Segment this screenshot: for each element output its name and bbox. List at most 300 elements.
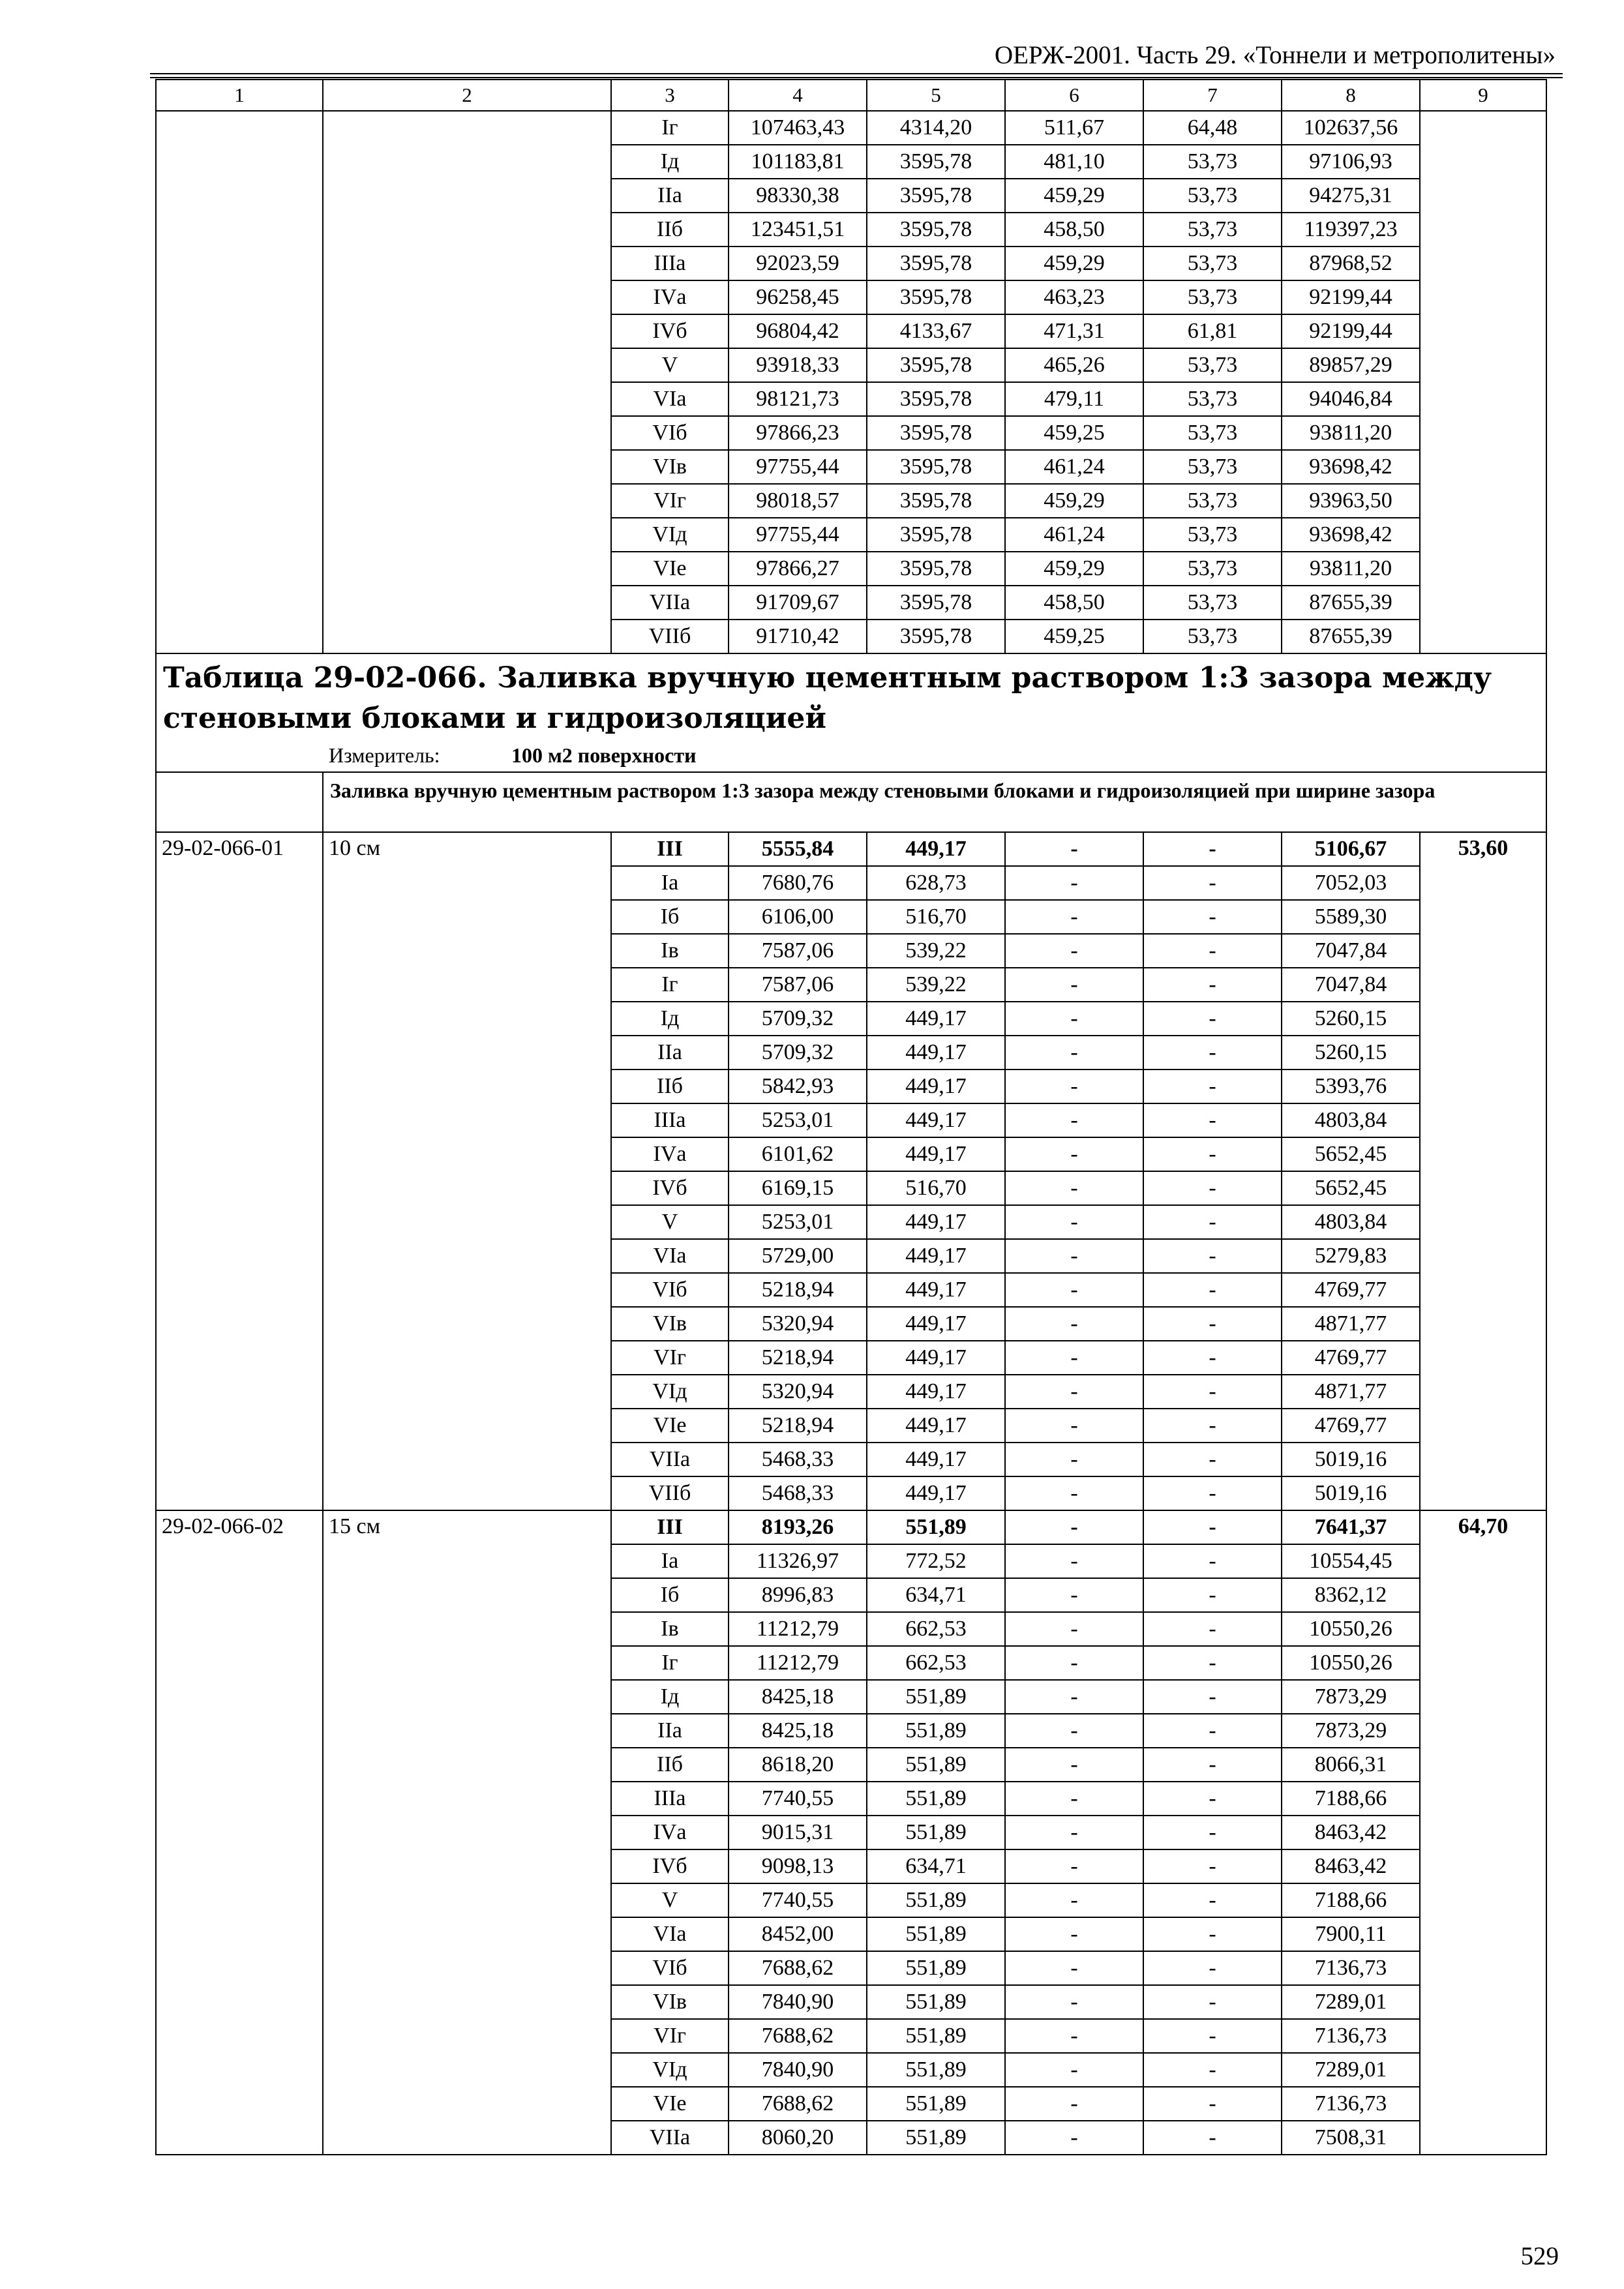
materials-cost-cell: 92199,44	[1282, 314, 1420, 348]
machinery-cost-cell: 459,29	[1005, 484, 1143, 518]
machinery-cost-cell: 458,50	[1005, 213, 1143, 247]
machinery-cost-cell: -	[1005, 1510, 1143, 1544]
wages-cell: 516,70	[867, 1171, 1005, 1205]
wages-cell: 634,71	[867, 1849, 1005, 1883]
zone-cell: IIа	[611, 1036, 729, 1070]
machinery-cost-cell: -	[1005, 934, 1143, 968]
materials-cost-cell: 97106,93	[1282, 145, 1420, 179]
total-cost-cell: 7688,62	[729, 2019, 867, 2053]
machinist-wages-cell: -	[1143, 1748, 1282, 1782]
total-cost-cell: 107463,43	[729, 111, 867, 145]
total-cost-cell: 7688,62	[729, 1951, 867, 1985]
zone-cell: VIIа	[611, 1443, 729, 1476]
machinist-wages-cell: -	[1143, 934, 1282, 968]
machinist-wages-cell: -	[1143, 1646, 1282, 1680]
table-title-block	[156, 653, 1546, 772]
machinery-cost-cell: -	[1005, 1714, 1143, 1748]
code-cell	[156, 111, 323, 653]
machinist-wages-cell: -	[1143, 1782, 1282, 1816]
machinist-wages-cell: -	[1143, 1544, 1282, 1578]
machinery-cost-cell: 465,26	[1005, 348, 1143, 382]
zone-cell: VIд	[611, 2053, 729, 2087]
total-cost-cell: 5218,94	[729, 1341, 867, 1375]
base-price-row	[156, 1510, 1546, 1544]
materials-cost-cell: 87655,39	[1282, 586, 1420, 620]
zone-cell: VIа	[611, 1239, 729, 1273]
column-number: 5	[867, 80, 1005, 111]
materials-cost-cell: 5652,45	[1282, 1171, 1420, 1205]
measure-line	[163, 741, 1539, 769]
machinist-wages-cell: -	[1143, 1273, 1282, 1307]
column-number: 8	[1282, 80, 1420, 111]
zone-cell: Iб	[611, 1578, 729, 1612]
wages-cell: 551,89	[867, 2087, 1005, 2121]
total-cost-cell: 96258,45	[729, 280, 867, 314]
description-cell: 15 см	[323, 1510, 611, 2155]
zone-cell: Iг	[611, 1646, 729, 1680]
wages-cell: 449,17	[867, 1443, 1005, 1476]
machinery-cost-cell: 459,25	[1005, 416, 1143, 450]
zone-cell: VIе	[611, 552, 729, 586]
total-cost-cell: 91709,67	[729, 586, 867, 620]
machinist-wages-cell: -	[1143, 900, 1282, 934]
materials-cost-cell: 7873,29	[1282, 1714, 1420, 1748]
wages-cell: 662,53	[867, 1612, 1005, 1646]
total-cost-cell: 7840,90	[729, 2053, 867, 2087]
machinery-cost-cell: -	[1005, 2121, 1143, 2155]
machinery-cost-cell: -	[1005, 1070, 1143, 1103]
wages-cell: 551,89	[867, 1816, 1005, 1849]
wages-cell: 449,17	[867, 1036, 1005, 1070]
zone-cell: VIе	[611, 2087, 729, 2121]
zone-cell: IVб	[611, 1849, 729, 1883]
zone-cell: IIIа	[611, 247, 729, 280]
machinist-wages-cell: -	[1143, 1816, 1282, 1849]
materials-cost-cell: 7052,03	[1282, 866, 1420, 900]
materials-cost-cell: 93811,20	[1282, 416, 1420, 450]
materials-cost-cell: 89857,29	[1282, 348, 1420, 382]
machinery-cost-cell: -	[1005, 1782, 1143, 1816]
machinist-wages-cell: -	[1143, 2121, 1282, 2155]
machinery-cost-cell: -	[1005, 1375, 1143, 1409]
zone-cell: IVа	[611, 1816, 729, 1849]
zone-cell: III	[611, 1510, 729, 1544]
wages-cell: 3595,78	[867, 213, 1005, 247]
wages-cell: 3595,78	[867, 620, 1005, 653]
machinist-wages-cell: -	[1143, 1002, 1282, 1036]
code-cell: 29-02-066-01	[156, 832, 323, 1510]
machinist-wages-cell: -	[1143, 1849, 1282, 1883]
materials-cost-cell: 10550,26	[1282, 1612, 1420, 1646]
machinist-wages-cell: -	[1143, 1341, 1282, 1375]
materials-cost-cell: 119397,23	[1282, 213, 1420, 247]
machinery-cost-cell: -	[1005, 1883, 1143, 1917]
wages-cell: 449,17	[867, 1476, 1005, 1510]
wages-cell: 3595,78	[867, 145, 1005, 179]
materials-cost-cell: 94275,31	[1282, 179, 1420, 213]
machinery-cost-cell: 471,31	[1005, 314, 1143, 348]
machinery-cost-cell: 459,29	[1005, 552, 1143, 586]
materials-cost-cell: 4769,77	[1282, 1341, 1420, 1375]
materials-cost-cell: 8066,31	[1282, 1748, 1420, 1782]
wages-cell: 3595,78	[867, 552, 1005, 586]
machinery-cost-cell: -	[1005, 1748, 1143, 1782]
machinist-wages-cell: 53,73	[1143, 416, 1282, 450]
machinery-cost-cell: -	[1005, 2087, 1143, 2121]
machinery-cost-cell: -	[1005, 1239, 1143, 1273]
materials-cost-cell: 4871,77	[1282, 1307, 1420, 1341]
zone-cell: VIе	[611, 1409, 729, 1443]
total-cost-cell: 5218,94	[729, 1409, 867, 1443]
zone-cell: VIIа	[611, 2121, 729, 2155]
materials-cost-cell: 87655,39	[1282, 620, 1420, 653]
zone-cell: VIIб	[611, 620, 729, 653]
materials-cost-cell: 93963,50	[1282, 484, 1420, 518]
machinist-wages-cell: -	[1143, 1510, 1282, 1544]
machinist-wages-cell: 53,73	[1143, 552, 1282, 586]
wages-cell: 449,17	[867, 1103, 1005, 1137]
wages-cell: 3595,78	[867, 382, 1005, 416]
machinist-wages-cell: 53,73	[1143, 382, 1282, 416]
materials-cost-cell: 7188,66	[1282, 1883, 1420, 1917]
machinery-cost-cell: 459,29	[1005, 179, 1143, 213]
materials-cost-cell: 93698,42	[1282, 518, 1420, 552]
wages-cell: 551,89	[867, 1883, 1005, 1917]
machinery-cost-cell: -	[1005, 1646, 1143, 1680]
wages-cell: 628,73	[867, 866, 1005, 900]
materials-cost-cell: 4769,77	[1282, 1273, 1420, 1307]
wages-cell: 449,17	[867, 1002, 1005, 1036]
machinist-wages-cell: 53,73	[1143, 484, 1282, 518]
total-cost-cell: 6169,15	[729, 1171, 867, 1205]
machinist-wages-cell: 53,73	[1143, 280, 1282, 314]
machinist-wages-cell: -	[1143, 1103, 1282, 1137]
zone-cell: VIд	[611, 1375, 729, 1409]
machinist-wages-cell: -	[1143, 2053, 1282, 2087]
total-cost-cell: 11326,97	[729, 1544, 867, 1578]
machinery-cost-cell: -	[1005, 1816, 1143, 1849]
total-cost-cell: 97866,23	[729, 416, 867, 450]
column-number: 1	[156, 80, 323, 111]
machinery-cost-cell: -	[1005, 1476, 1143, 1510]
header-rule	[150, 73, 1563, 74]
wages-cell: 4314,20	[867, 111, 1005, 145]
zone-cell: Iг	[611, 111, 729, 145]
zone-cell: III	[611, 832, 729, 866]
zone-cell: Iв	[611, 934, 729, 968]
wages-cell: 551,89	[867, 1951, 1005, 1985]
zone-cell: IVб	[611, 314, 729, 348]
machinery-cost-cell: -	[1005, 1103, 1143, 1137]
zone-cell: VIа	[611, 1917, 729, 1951]
zone-cell: IVб	[611, 1171, 729, 1205]
machinist-wages-cell: -	[1143, 1476, 1282, 1510]
materials-cost-cell: 10550,26	[1282, 1646, 1420, 1680]
materials-cost-cell: 7188,66	[1282, 1782, 1420, 1816]
wages-cell: 551,89	[867, 2121, 1005, 2155]
machinist-wages-cell: -	[1143, 1714, 1282, 1748]
zone-cell: VIб	[611, 1951, 729, 1985]
total-cost-cell: 97755,44	[729, 518, 867, 552]
wages-cell: 634,71	[867, 1578, 1005, 1612]
table-row	[156, 111, 1546, 145]
total-cost-cell: 7680,76	[729, 866, 867, 900]
materials-cost-cell: 7900,11	[1282, 1917, 1420, 1951]
machinist-wages-cell: 53,73	[1143, 450, 1282, 484]
zone-cell: VIг	[611, 484, 729, 518]
materials-cost-cell: 8463,42	[1282, 1816, 1420, 1849]
materials-cost-cell: 7136,73	[1282, 2087, 1420, 2121]
total-cost-cell: 5253,01	[729, 1103, 867, 1137]
total-cost-cell: 8618,20	[729, 1748, 867, 1782]
machinery-cost-cell: 511,67	[1005, 111, 1143, 145]
materials-cost-cell: 5019,16	[1282, 1476, 1420, 1510]
total-cost-cell: 5709,32	[729, 1002, 867, 1036]
machinist-wages-cell: -	[1143, 1443, 1282, 1476]
zone-cell: VIг	[611, 1341, 729, 1375]
zone-cell: V	[611, 348, 729, 382]
zone-cell: VIд	[611, 518, 729, 552]
total-cost-cell: 5468,33	[729, 1443, 867, 1476]
wages-cell: 551,89	[867, 1917, 1005, 1951]
zone-cell: IIб	[611, 1748, 729, 1782]
materials-cost-cell: 7289,01	[1282, 2053, 1420, 2087]
machinist-wages-cell: -	[1143, 866, 1282, 900]
materials-cost-cell: 7047,84	[1282, 968, 1420, 1002]
machinist-wages-cell: -	[1143, 1205, 1282, 1239]
machinery-cost-cell: -	[1005, 968, 1143, 1002]
machinist-wages-cell: -	[1143, 1612, 1282, 1646]
materials-cost-cell: 8463,42	[1282, 1849, 1420, 1883]
table-title-row	[156, 653, 1546, 772]
column-number: 3	[611, 80, 729, 111]
machinery-cost-cell: -	[1005, 900, 1143, 934]
materials-cost-cell: 7289,01	[1282, 1985, 1420, 2019]
total-cost-cell: 11212,79	[729, 1612, 867, 1646]
total-cost-cell: 5253,01	[729, 1205, 867, 1239]
machinery-cost-cell: -	[1005, 1171, 1143, 1205]
total-cost-cell: 96804,42	[729, 314, 867, 348]
wages-cell: 551,89	[867, 2053, 1005, 2087]
wages-cell: 551,89	[867, 1782, 1005, 1816]
code-cell: 29-02-066-02	[156, 1510, 323, 2155]
machinist-wages-cell: -	[1143, 1137, 1282, 1171]
zone-cell: VIв	[611, 1307, 729, 1341]
wages-cell: 3595,78	[867, 518, 1005, 552]
materials-cost-cell: 5260,15	[1282, 1036, 1420, 1070]
total-cost-cell: 7740,55	[729, 1883, 867, 1917]
materials-cost-cell: 4871,77	[1282, 1375, 1420, 1409]
machinery-cost-cell: -	[1005, 1951, 1143, 1985]
machinery-cost-cell: -	[1005, 1273, 1143, 1307]
total-cost-cell: 5218,94	[729, 1273, 867, 1307]
labor-norm-cell	[1420, 111, 1546, 653]
measure-label: Измеритель:	[329, 743, 440, 767]
machinist-wages-cell: -	[1143, 1985, 1282, 2019]
wages-cell: 551,89	[867, 1714, 1005, 1748]
zone-cell: Iв	[611, 1612, 729, 1646]
total-cost-cell: 7740,55	[729, 1782, 867, 1816]
base-price-row	[156, 832, 1546, 866]
table-title: Таблица 29-02-066. Заливка вручную цементным раствором 1:3 зазора между стеновыми блоками и гидроизоляцией	[163, 661, 1492, 735]
materials-cost-cell: 92199,44	[1282, 280, 1420, 314]
page-number: 529	[1520, 2242, 1559, 2270]
zone-cell: Iа	[611, 1544, 729, 1578]
machinist-wages-cell: -	[1143, 1578, 1282, 1612]
machinist-wages-cell: 53,73	[1143, 518, 1282, 552]
zone-cell: Iг	[611, 968, 729, 1002]
total-cost-cell: 9098,13	[729, 1849, 867, 1883]
wages-cell: 3595,78	[867, 179, 1005, 213]
materials-cost-cell: 5019,16	[1282, 1443, 1420, 1476]
machinery-cost-cell: 479,11	[1005, 382, 1143, 416]
total-cost-cell: 7688,62	[729, 2087, 867, 2121]
machinist-wages-cell: -	[1143, 1307, 1282, 1341]
total-cost-cell: 91710,42	[729, 620, 867, 653]
total-cost-cell: 8425,18	[729, 1680, 867, 1714]
running-header: ОЕРЖ-2001. Часть 29. «Тоннели и метрополитены»	[994, 41, 1556, 69]
zone-cell: Iд	[611, 145, 729, 179]
machinist-wages-cell: -	[1143, 1951, 1282, 1985]
machinist-wages-cell: -	[1143, 1171, 1282, 1205]
wages-cell: 3595,78	[867, 484, 1005, 518]
machinery-cost-cell: -	[1005, 1849, 1143, 1883]
machinery-cost-cell: -	[1005, 1578, 1143, 1612]
total-cost-cell: 97755,44	[729, 450, 867, 484]
column-number-row	[156, 80, 1546, 111]
materials-cost-cell: 5589,30	[1282, 900, 1420, 934]
zone-cell: VIб	[611, 1273, 729, 1307]
wages-cell: 449,17	[867, 1273, 1005, 1307]
section-empty-cell	[156, 772, 323, 832]
zone-cell: Iд	[611, 1002, 729, 1036]
machinist-wages-cell: 53,73	[1143, 213, 1282, 247]
machinery-cost-cell: -	[1005, 1036, 1143, 1070]
machinery-cost-cell: -	[1005, 1409, 1143, 1443]
machinery-cost-cell: -	[1005, 1307, 1143, 1341]
column-number: 7	[1143, 80, 1282, 111]
materials-cost-cell: 102637,56	[1282, 111, 1420, 145]
total-cost-cell: 9015,31	[729, 1816, 867, 1849]
machinery-cost-cell: -	[1005, 1205, 1143, 1239]
wages-cell: 551,89	[867, 1985, 1005, 2019]
machinery-cost-cell: -	[1005, 2053, 1143, 2087]
machinery-cost-cell: -	[1005, 1137, 1143, 1171]
total-cost-cell: 7587,06	[729, 934, 867, 968]
total-cost-cell: 7587,06	[729, 968, 867, 1002]
zone-cell: VIа	[611, 382, 729, 416]
machinist-wages-cell: -	[1143, 1375, 1282, 1409]
materials-cost-cell: 4769,77	[1282, 1409, 1420, 1443]
total-cost-cell: 5709,32	[729, 1036, 867, 1070]
wages-cell: 539,22	[867, 968, 1005, 1002]
machinist-wages-cell: -	[1143, 968, 1282, 1002]
total-cost-cell: 92023,59	[729, 247, 867, 280]
machinery-cost-cell: -	[1005, 1544, 1143, 1578]
machinery-cost-cell: -	[1005, 1443, 1143, 1476]
machinery-cost-cell: -	[1005, 2019, 1143, 2053]
machinist-wages-cell: 53,73	[1143, 145, 1282, 179]
zone-cell: IIб	[611, 1070, 729, 1103]
materials-cost-cell: 7136,73	[1282, 1951, 1420, 1985]
measure-value: 100 м2 поверхности	[511, 743, 697, 767]
labor-norm-cell: 53,60	[1420, 832, 1546, 1510]
materials-cost-cell: 8362,12	[1282, 1578, 1420, 1612]
machinist-wages-cell: 61,81	[1143, 314, 1282, 348]
zone-cell: IIа	[611, 179, 729, 213]
machinery-cost-cell: -	[1005, 832, 1143, 866]
machinery-cost-cell: 463,23	[1005, 280, 1143, 314]
total-cost-cell: 98018,57	[729, 484, 867, 518]
machinist-wages-cell: -	[1143, 1036, 1282, 1070]
machinist-wages-cell: -	[1143, 1680, 1282, 1714]
machinery-cost-cell: -	[1005, 1612, 1143, 1646]
rates-table-body	[156, 80, 1546, 2155]
zone-cell: IIа	[611, 1714, 729, 1748]
machinery-cost-cell: -	[1005, 1680, 1143, 1714]
zone-cell: V	[611, 1883, 729, 1917]
total-cost-cell: 5320,94	[729, 1375, 867, 1409]
materials-cost-cell: 7873,29	[1282, 1680, 1420, 1714]
machinery-cost-cell: -	[1005, 866, 1143, 900]
wages-cell: 516,70	[867, 900, 1005, 934]
total-cost-cell: 5555,84	[729, 832, 867, 866]
wages-cell: 449,17	[867, 1307, 1005, 1341]
total-cost-cell: 5468,33	[729, 1476, 867, 1510]
materials-cost-cell: 7508,31	[1282, 2121, 1420, 2155]
wages-cell: 449,17	[867, 1205, 1005, 1239]
wages-cell: 551,89	[867, 2019, 1005, 2053]
machinery-cost-cell: 461,24	[1005, 450, 1143, 484]
section-row	[156, 772, 1546, 832]
total-cost-cell: 93918,33	[729, 348, 867, 382]
total-cost-cell: 8060,20	[729, 2121, 867, 2155]
column-number: 2	[323, 80, 611, 111]
materials-cost-cell: 4803,84	[1282, 1205, 1420, 1239]
zone-cell: IIIа	[611, 1782, 729, 1816]
materials-cost-cell: 5260,15	[1282, 1002, 1420, 1036]
wages-cell: 449,17	[867, 1375, 1005, 1409]
wages-cell: 449,17	[867, 1137, 1005, 1171]
total-cost-cell: 5842,93	[729, 1070, 867, 1103]
wages-cell: 449,17	[867, 832, 1005, 866]
machinist-wages-cell: 53,73	[1143, 179, 1282, 213]
header-rule-secondary	[150, 77, 1563, 78]
total-cost-cell: 97866,27	[729, 552, 867, 586]
zone-cell: IVа	[611, 1137, 729, 1171]
machinist-wages-cell: 53,73	[1143, 247, 1282, 280]
total-cost-cell: 5320,94	[729, 1307, 867, 1341]
wages-cell: 449,17	[867, 1341, 1005, 1375]
machinery-cost-cell: 459,29	[1005, 247, 1143, 280]
section-title: Заливка вручную цементным раствором 1:3 зазора между стеновыми блоками и гидроизоляцией при ширине зазора	[323, 772, 1546, 832]
materials-cost-cell: 7136,73	[1282, 2019, 1420, 2053]
materials-cost-cell: 4803,84	[1282, 1103, 1420, 1137]
machinery-cost-cell: -	[1005, 1002, 1143, 1036]
total-cost-cell: 11212,79	[729, 1646, 867, 1680]
wages-cell: 449,17	[867, 1239, 1005, 1273]
materials-cost-cell: 93811,20	[1282, 552, 1420, 586]
total-cost-cell: 98330,38	[729, 179, 867, 213]
total-cost-cell: 5729,00	[729, 1239, 867, 1273]
wages-cell: 3595,78	[867, 586, 1005, 620]
wages-cell: 551,89	[867, 1748, 1005, 1782]
wages-cell: 662,53	[867, 1646, 1005, 1680]
materials-cost-cell: 5279,83	[1282, 1239, 1420, 1273]
materials-cost-cell: 94046,84	[1282, 382, 1420, 416]
materials-cost-cell: 5393,76	[1282, 1070, 1420, 1103]
zone-cell: VIв	[611, 1985, 729, 2019]
